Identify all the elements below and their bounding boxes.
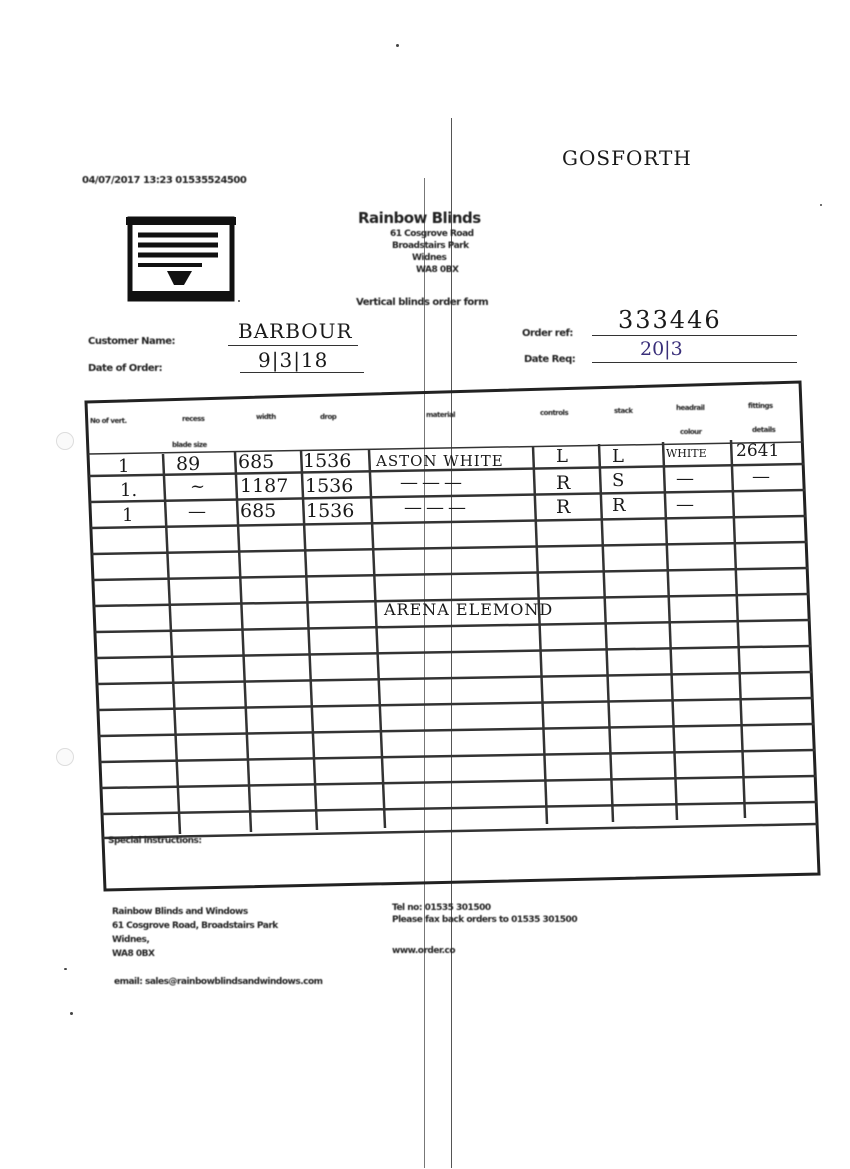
row2-material: ——— [400, 472, 466, 493]
branch-note: GOSFORTH [562, 146, 692, 170]
order-date-underline [240, 372, 364, 373]
row1-material: ASTON WHITE [376, 452, 504, 470]
row3-qty: 1 [122, 505, 134, 526]
footer-company-line-3: Widnes, [112, 935, 150, 945]
company-name: Rainbow Blinds [358, 209, 481, 227]
row2-qty: 1. [120, 480, 138, 501]
row1-control: L [556, 446, 568, 467]
order-ref-label: Order ref: [522, 328, 573, 339]
col-subheader-details: details [752, 426, 776, 434]
row1-colour: WHITE [666, 447, 707, 460]
row1-drop: 1536 [303, 450, 352, 472]
date-required-label: Date Req: [524, 354, 576, 365]
speck [396, 44, 399, 47]
order-date-label: Date of Order: [88, 363, 163, 374]
binder-hole-bottom [56, 748, 74, 766]
customer-name-underline [228, 345, 358, 346]
footer-company-line-1: Rainbow Blinds and Windows [112, 907, 248, 917]
row2-stack: S [612, 470, 625, 491]
customer-name-value: BARBOUR [238, 319, 353, 343]
address-line-3: Widnes [412, 253, 447, 263]
special-instructions-label: Special instructions: [108, 836, 202, 846]
row2-blade: ~ [190, 476, 206, 497]
row3-colour: — [676, 494, 694, 515]
address-line-4: WA8 0BX [416, 265, 459, 275]
form-title: Vertical blinds order form [356, 297, 489, 308]
row2-control: R [556, 472, 571, 494]
row1-qty: 1 [118, 456, 130, 477]
footer-company-line-2: 61 Cosgrove Road, Broadstairs Park [112, 921, 278, 931]
col-header-controls: controls [540, 409, 569, 417]
row3-blade: — [188, 501, 206, 522]
date-required-underline [592, 362, 797, 363]
address-line-1: 61 Cosgrove Road [390, 229, 474, 239]
customer-name-label: Customer Name: [88, 336, 175, 347]
order-ref-underline [592, 335, 797, 336]
company-logo [122, 213, 240, 303]
row1-stack: L [612, 446, 624, 467]
order-date-value: 9|3|18 [258, 348, 329, 372]
speck [64, 968, 67, 970]
row1-width: 685 [238, 451, 275, 473]
row3-width: 685 [240, 500, 277, 522]
address-line-2: Broadstairs Park [392, 241, 469, 251]
col-header-qty: No of vert. [90, 417, 127, 425]
order-ref-value: 333446 [618, 306, 722, 334]
col-header-recess: recess [182, 415, 205, 423]
row3-stack: R [612, 495, 626, 516]
col-subheader-blade-size: blade size [172, 441, 207, 449]
fax-stamp: 04/07/2017 13:23 01535524500 [82, 175, 247, 186]
footer-tel: Tel no: 01535 301500 [392, 903, 491, 913]
row3-control: R [556, 496, 571, 518]
binder-hole-top [56, 432, 74, 450]
speck [238, 300, 240, 302]
col-subheader-colour: colour [680, 428, 702, 436]
row3-drop: 1536 [306, 500, 355, 522]
col-header-drop: drop [320, 413, 337, 421]
row3-material: ——— [404, 497, 470, 518]
row2-drop: 1536 [305, 475, 354, 497]
table-note: ARENA ELEMOND [384, 600, 554, 619]
col-header-stack: stack [614, 407, 633, 415]
col-header-fittings: fittings [748, 402, 773, 410]
speck [820, 204, 822, 206]
row2-fittings: — [752, 466, 770, 487]
date-required-value: 20|3 [640, 338, 683, 360]
footer-email: email: sales@rainbowblindsandwindows.com [114, 977, 323, 987]
col-header-width: width [256, 413, 276, 421]
footer-web: www.order.co [392, 946, 456, 956]
row2-colour: — [676, 468, 694, 489]
row2-width: 1187 [240, 475, 289, 497]
footer-fax: Please fax back orders to 01535 301500 [392, 915, 578, 925]
row1-fittings: 2641 [736, 441, 780, 461]
row1-blade: 89 [176, 453, 201, 475]
speck [70, 1012, 73, 1015]
footer-company-line-4: WA8 0BX [112, 949, 155, 959]
col-header-material: material [426, 411, 456, 419]
col-header-headrail: headrail [676, 404, 705, 412]
